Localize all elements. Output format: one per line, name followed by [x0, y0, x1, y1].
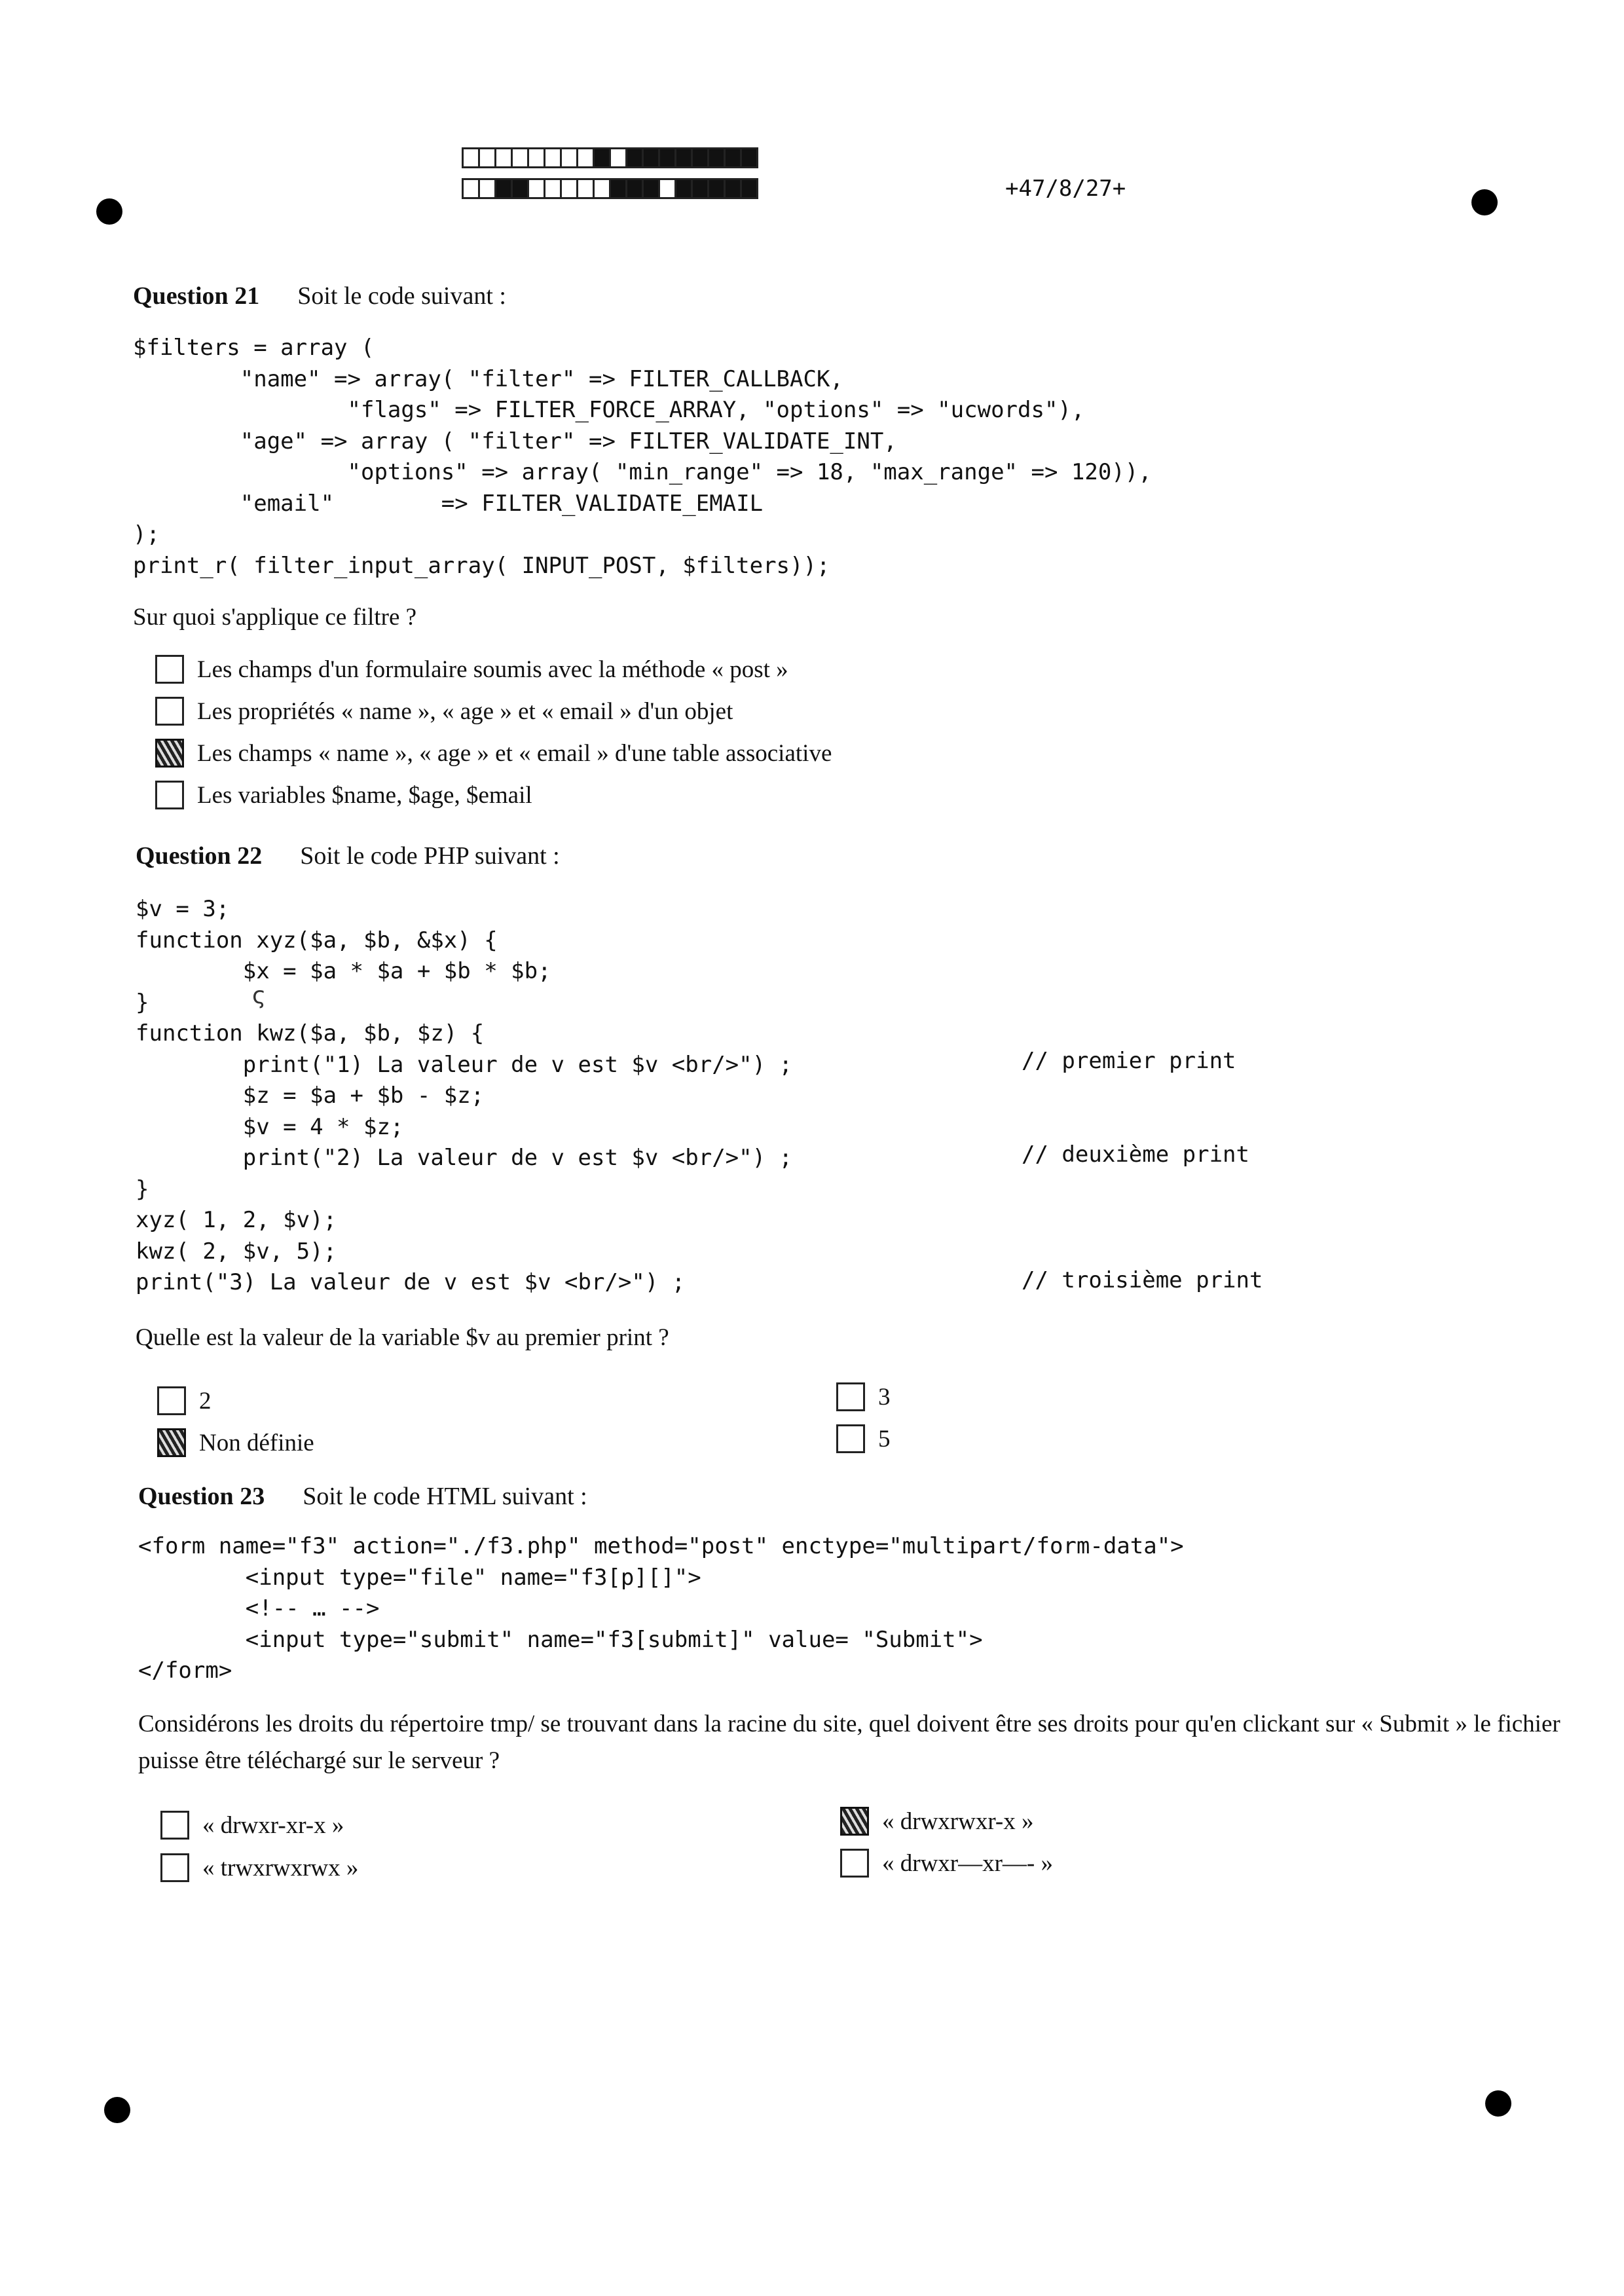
- option-label: Non définie: [199, 1429, 314, 1456]
- registration-mark-bottom-left: [104, 2097, 130, 2123]
- option-label: Les champs « name », « age » et « email » d'une table associative: [197, 739, 832, 767]
- option-label: « drwxr-xr-x »: [202, 1811, 344, 1839]
- checkbox[interactable]: [840, 1849, 869, 1878]
- comment-troisieme-print: // troisième print: [1022, 1267, 1263, 1293]
- q21-label: Question 21: [133, 282, 260, 310]
- handwritten-mark: ς: [252, 982, 267, 1009]
- q22-option-4[interactable]: [836, 1424, 891, 1453]
- checkbox[interactable]: [836, 1382, 865, 1411]
- registration-mark-top-left: [96, 198, 122, 225]
- q23-prompt: Considérons les droits du répertoire tmp/ se trouvant dans la racine du site, quel doivent être ses droits pour qu'en clickant sur « Submit » le fichier puisse être téléchargé sur le serveur ?: [138, 1711, 1560, 1774]
- barcode-row-2: [462, 178, 756, 199]
- q21-option-4[interactable]: [155, 781, 532, 809]
- page-identifier: +47/8/27+: [1005, 176, 1126, 202]
- barcode-row-1: [462, 147, 756, 168]
- option-label: 3: [878, 1383, 891, 1411]
- q21-prompt: Sur quoi s'applique ce filtre ?: [133, 604, 417, 631]
- q23-option-1[interactable]: [160, 1811, 344, 1840]
- q22-option-3[interactable]: [157, 1428, 314, 1457]
- checkbox-checked[interactable]: [157, 1428, 186, 1457]
- option-label: « drwxr—xr—- »: [882, 1849, 1054, 1877]
- q22-label: Question 22: [136, 842, 263, 870]
- q21-intro: Soit le code suivant :: [297, 282, 506, 310]
- q22-option-1[interactable]: [157, 1386, 212, 1415]
- q21-option-3[interactable]: [155, 739, 832, 768]
- checkbox[interactable]: [155, 655, 184, 684]
- checkbox[interactable]: [155, 781, 184, 809]
- option-label: Les champs d'un formulaire soumis avec la méthode « post »: [197, 656, 788, 683]
- q23-option-3[interactable]: [160, 1853, 358, 1882]
- q22-header: [136, 842, 560, 870]
- comment-deuxieme-print: // deuxième print: [1022, 1141, 1249, 1168]
- q21-code: $filters = array ( "name" => array( "filter" => FILTER_CALLBACK, "flags" => FILTER_FORCE_ARRAY, "options" => "ucwords"), "age" => array ( "filter" => FILTER_VALIDATE_INT, "options" => array( "min_range" => 18, "max_range" => 120)), "email" => FILTER_VALIDATE_EMAIL ); print_r( filter_input_array( INPUT_POST, $filters));: [133, 335, 1152, 579]
- q21-header: [133, 282, 506, 310]
- checkbox-checked[interactable]: [155, 739, 184, 768]
- q23-intro: Soit le code HTML suivant :: [303, 1483, 587, 1510]
- q23-option-2[interactable]: [840, 1807, 1034, 1836]
- q23-code: <form name="f3" action="./f3.php" method="post" enctype="multipart/form-data"> <input type="file" name="f3[p][]"> <!-- … --> <input type="submit" name="f3[submit]" value= "Submit"> </form>: [138, 1533, 1184, 1684]
- checkbox[interactable]: [160, 1811, 189, 1840]
- q23-label: Question 23: [138, 1483, 265, 1510]
- option-label: « drwxrwxr-x »: [882, 1807, 1034, 1835]
- checkbox[interactable]: [155, 697, 184, 726]
- checkbox[interactable]: [836, 1424, 865, 1453]
- q22-option-2[interactable]: [836, 1382, 891, 1411]
- q23-header: [138, 1482, 587, 1511]
- q23-option-4[interactable]: [840, 1849, 1053, 1878]
- q21-option-1[interactable]: [155, 655, 788, 684]
- registration-mark-top-right: [1471, 189, 1498, 215]
- q22-intro: Soit le code PHP suivant :: [300, 842, 560, 870]
- checkbox[interactable]: [157, 1386, 186, 1415]
- checkbox[interactable]: [160, 1853, 189, 1882]
- option-label: 2: [199, 1387, 212, 1415]
- q21-option-2[interactable]: [155, 697, 733, 726]
- registration-mark-bottom-right: [1485, 2090, 1511, 2117]
- option-label: « trwxrwxrwx »: [202, 1854, 359, 1881]
- option-label: Les variables $name, $age, $email: [197, 781, 532, 809]
- option-label: Les propriétés « name », « age » et « email » d'un objet: [197, 697, 733, 725]
- q22-prompt: Quelle est la valeur de la variable $v au premier print ?: [136, 1324, 669, 1351]
- comment-premier-print: // premier print: [1022, 1048, 1236, 1074]
- checkbox-checked[interactable]: [840, 1807, 869, 1836]
- option-label: 5: [878, 1425, 891, 1453]
- q22-code: $v = 3; function xyz($a, $b, &$x) { $x = $a * $a + $b * $b; } function kwz($a, $b, $z) { print("1) La valeur de v est $v <br/>") ; $z = $a + $b - $z; $v = 4 * $z; print("2) La valeur de v est $v <br/>") ; } xyz( 1, 2, $v); kwz( 2, $v, 5); print("3) La valeur de v est $v <br/>") ;: [136, 896, 793, 1295]
